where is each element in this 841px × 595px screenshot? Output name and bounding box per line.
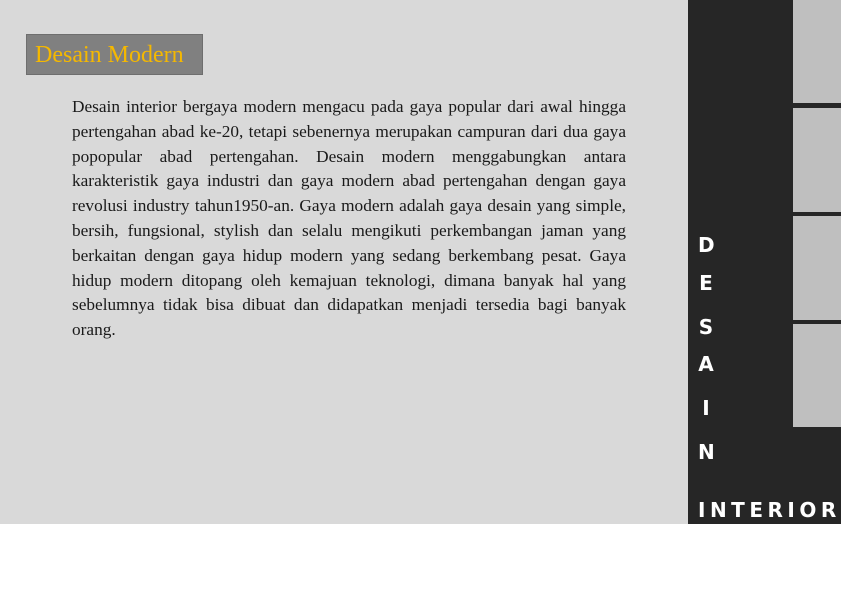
vertical-letter-s: S: [698, 315, 714, 339]
image-placeholder-3: [793, 216, 841, 320]
vertical-letter-a: A: [698, 352, 714, 376]
title-box: [26, 34, 203, 75]
body-paragraph: Desain interior bergaya modern mengacu pada gaya popular dari awal hingga pertengahan abad ke-20, tetapi sebenernya merupakan campuran dari dua gaya popopular abad pertengahan. Desain modern menggabungkan antara karakteristik gaya industri dan gaya modern abad pertengahan dengan gaya revolusi industry tahun1950-an. Gaya modern adalah gaya desain yang simple, bersih, fungsional, stylish dan selalu mengikuti perkembangan jaman yang berkaitan dengan gaya hidup modern yang sedang berkembang pesat. Gaya hidup modern ditopang oleh kemajuan teknologi, dimana banyak hal yang sebelumnya tidak bisa dibuat dan didapatkan menjadi tersedia bagi banyak orang.: [72, 97, 626, 340]
vertical-letter-e: E: [699, 271, 713, 295]
image-placeholder-2: [793, 108, 841, 212]
vertical-letter-d: D: [698, 233, 715, 257]
image-placeholder-1: [793, 0, 841, 103]
slide-title: Desain Modern: [35, 42, 184, 68]
interior-label: INTERIOR: [698, 498, 841, 522]
vertical-letter-i: I: [702, 396, 710, 420]
vertical-letter-n: N: [698, 440, 715, 464]
image-placeholder-4: [793, 324, 841, 427]
